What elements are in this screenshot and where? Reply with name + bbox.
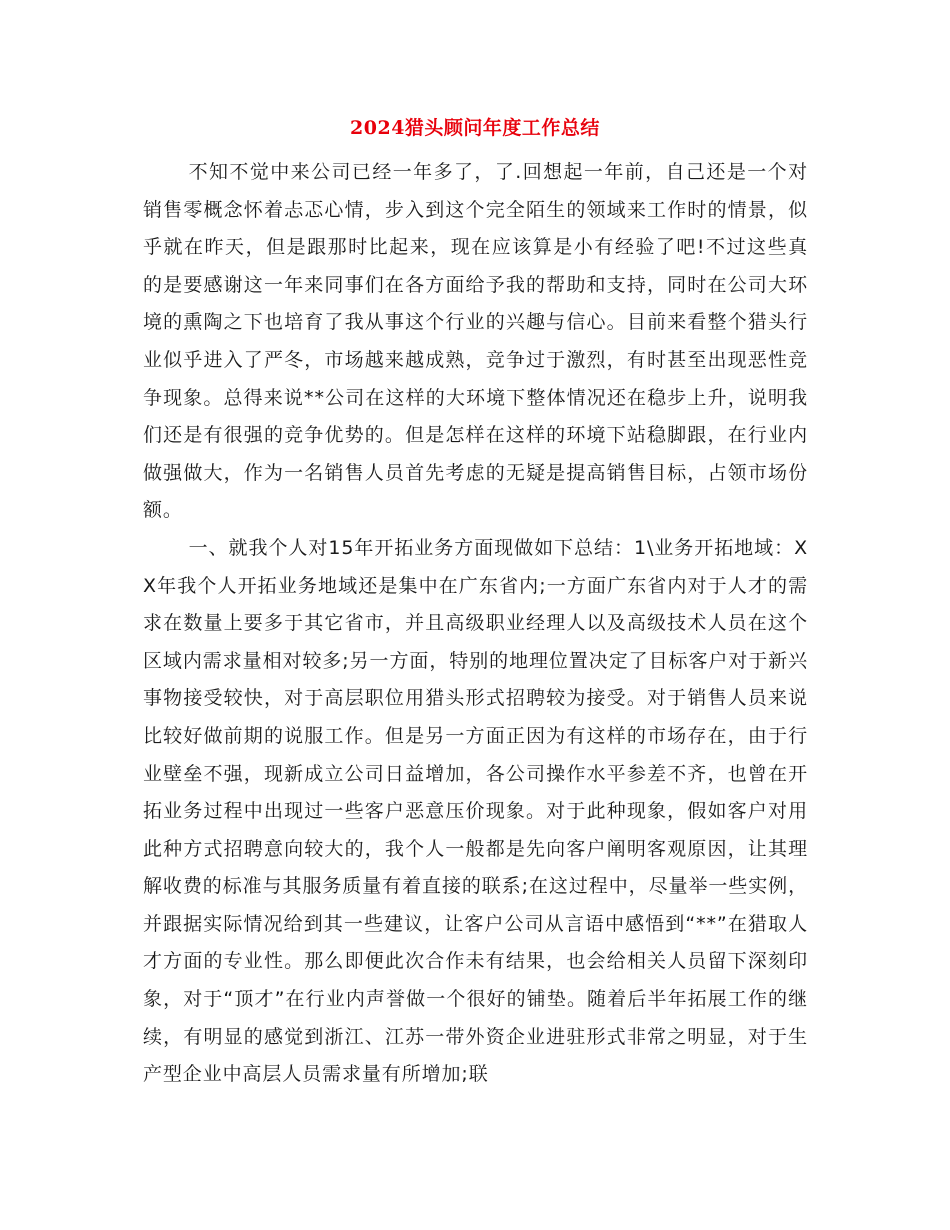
paragraph-business-expansion: 一、就我个人对15年开拓业务方面现做如下总结：1\业务开拓地域：XX年我个人开拓业务地域还是集中在广东省内;一方面广东省内对于人才的需求在数量上要多于其它省市，并且高级职业经理人以及高级技术人员在这个区域内需求量相对较多;另一方面，特别的地理位置决定了目标客户对于新兴事物接受较快，对于高层职位用猎头形式招聘较为接受。对于销售人员来说比较好做前期的说服工作。但是另一方面正因为有这样的市场存在，由于行业壁垒不强，现新成立公司日益增加，各公司操作水平参差不齐，也曾在开拓业务过程中出现过一些客户恶意压价现象。对于此种现象，假如客户对用此种方式招聘意向较大的，我个人一般都是先向客户阐明客观原因，让其理解收费的标准与其服务质量有着直接的联系;在这过程中，尽量举一些实例，并跟据实际情况给到其一些建议，让客户公司从言语中感悟到“**”在猎取人才方面的专业性。那么即便此次合作未有结果，也会给相关人员留下深刻印象，对于“顶才”在行业内声誉做一个很好的铺垫。随着后半年拓展工作的继续，有明显的感觉到浙江、江苏一带外资企业进驻形式非常之明显，对于生产型企业中高层人员需求量有所增加;联 xyxy=(143,536,808,1086)
document-title: 2024猎头顾问年度工作总结 xyxy=(350,117,600,139)
paragraph-intro: 不知不觉中来公司已经一年多了，了.回想起一年前，自己还是一个对销售零概念怀着忐忑心情，步入到这个完全陌生的领域来工作时的情景，似乎就在昨天，但是跟那时比起来，现在应该算是小有经验了吧!不过这些真的是要感谢这一年来同事们在各方面给予我的帮助和支持，同时在公司大环境的熏陶之下也培育了我从事这个行业的兴趣与信心。目前来看整个猎头行业似乎进入了严冬，市场越来越成熟，竞争过于激烈，有时甚至出现恶性竞争现象。总得来说**公司在这样的大环境下整体情况还在稳步上升，说明我们还是有很强的竞争优势的。但是怎样在这样的环境下站稳脚跟，在行业内做强做大，作为一名销售人员首先考虑的无疑是提高销售目标，占领市场份额。 xyxy=(143,161,808,522)
document-body xyxy=(143,154,808,1094)
